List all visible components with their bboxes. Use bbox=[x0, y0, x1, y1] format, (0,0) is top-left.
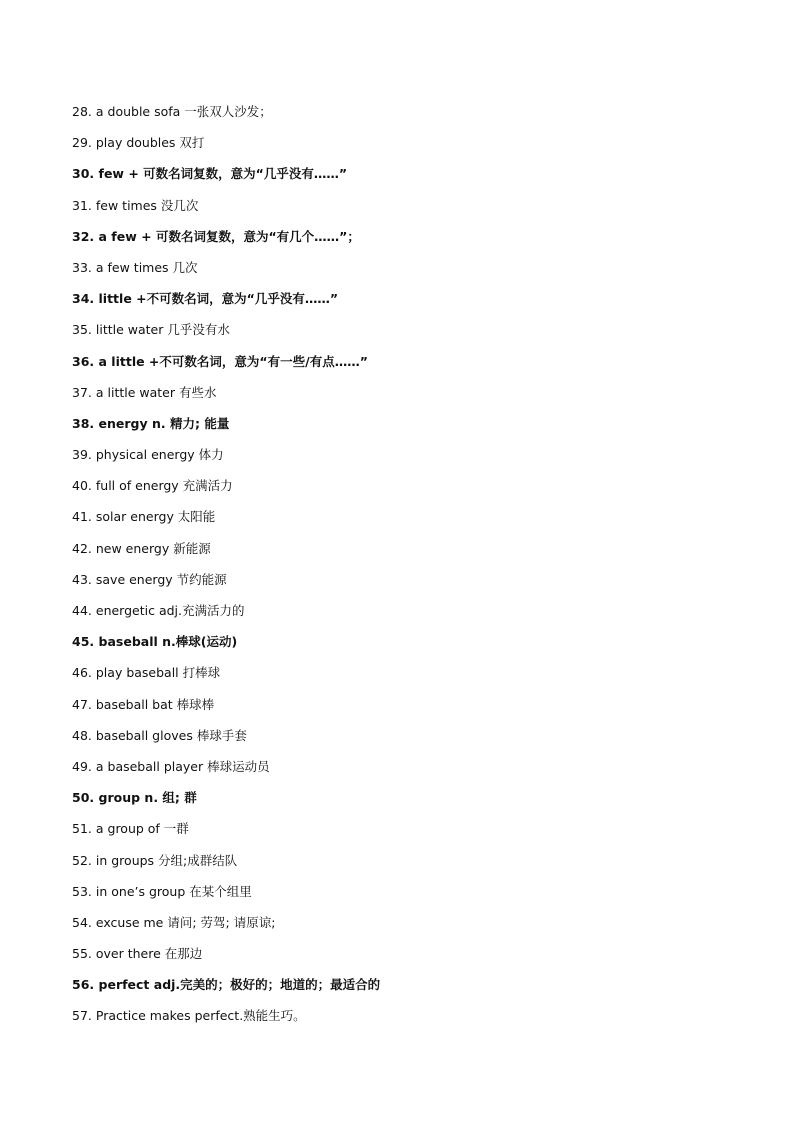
list-item bbox=[72, 603, 752, 634]
item-number: 56. bbox=[72, 977, 95, 993]
item-text: new energy 新能源 bbox=[95, 540, 211, 556]
item-number: 29. bbox=[72, 135, 92, 151]
item-number: 28. bbox=[72, 104, 92, 119]
list-item bbox=[72, 322, 752, 353]
list-item bbox=[72, 416, 752, 447]
item-text: a double sofa 一张双人沙发； bbox=[95, 104, 272, 119]
item-number: 35. bbox=[72, 322, 92, 338]
item-number: 39. bbox=[72, 447, 92, 463]
list-item bbox=[72, 790, 752, 821]
item-number: 51. bbox=[72, 821, 92, 837]
item-text: play doubles 双打 bbox=[95, 135, 205, 151]
item-number: 57. bbox=[72, 1008, 92, 1024]
item-text: energetic adj.充满活力的 bbox=[95, 603, 245, 618]
item-text: little water 几乎没有水 bbox=[95, 322, 230, 338]
item-number: 54. bbox=[72, 914, 92, 930]
item-text: a few times 几次 bbox=[95, 259, 198, 275]
item-number: 33. bbox=[72, 259, 92, 275]
item-number: 31. bbox=[72, 197, 92, 213]
list-item bbox=[72, 198, 752, 229]
list-item bbox=[72, 915, 752, 946]
item-text: perfect adj.完美的；极好的；地道的；最适合的 bbox=[98, 977, 381, 993]
item-number: 40. bbox=[72, 478, 92, 494]
list-item bbox=[72, 478, 752, 509]
item-number: 52. bbox=[72, 852, 92, 868]
item-text: solar energy 太阳能 bbox=[95, 509, 216, 525]
item-number: 48. bbox=[72, 727, 92, 743]
item-number: 34. bbox=[72, 291, 95, 307]
item-text: full of energy 充满活力 bbox=[95, 478, 233, 494]
item-number: 30. bbox=[72, 166, 95, 182]
item-text: a little water 有些水 bbox=[95, 384, 217, 400]
item-text: a baseball player 棒球运动员 bbox=[95, 758, 270, 774]
list-item bbox=[72, 166, 752, 197]
list-item bbox=[72, 946, 752, 977]
list-item bbox=[72, 260, 752, 291]
list-item bbox=[72, 728, 752, 759]
item-number: 38. bbox=[72, 415, 95, 431]
item-number: 43. bbox=[72, 571, 92, 587]
item-number: 53. bbox=[72, 883, 92, 899]
item-text: save energy 节约能源 bbox=[95, 571, 227, 587]
list-item bbox=[72, 697, 752, 728]
list-item bbox=[72, 229, 752, 260]
list-item bbox=[72, 977, 752, 1008]
item-text: play baseball 打棒球 bbox=[95, 665, 221, 681]
item-text: in groups 分组;成群结队 bbox=[95, 852, 238, 868]
list-item bbox=[72, 291, 752, 322]
list-item bbox=[72, 541, 752, 572]
list-item bbox=[72, 634, 752, 665]
list-item bbox=[72, 572, 752, 603]
list-item bbox=[72, 354, 752, 385]
list-item bbox=[72, 821, 752, 852]
item-number: 44. bbox=[72, 603, 92, 618]
list-item bbox=[72, 509, 752, 540]
list-item bbox=[72, 104, 752, 135]
list-item bbox=[72, 385, 752, 416]
list-item bbox=[72, 135, 752, 166]
item-number: 37. bbox=[72, 384, 92, 400]
item-text: baseball n.棒球(运动) bbox=[98, 634, 238, 650]
item-text: in one’s group 在某个组里 bbox=[95, 883, 252, 899]
vocabulary-list bbox=[72, 104, 752, 1040]
list-item bbox=[72, 884, 752, 915]
list-item bbox=[72, 759, 752, 790]
list-item bbox=[72, 1008, 752, 1039]
item-text: Practice makes perfect.熟能生巧。 bbox=[95, 1008, 306, 1024]
list-item bbox=[72, 447, 752, 478]
item-number: 50. bbox=[72, 790, 95, 806]
item-text: a few + 可数名词复数，意为“有几个……”； bbox=[98, 228, 360, 244]
item-text: group n. 组; 群 bbox=[98, 790, 197, 806]
item-number: 49. bbox=[72, 758, 92, 774]
item-number: 42. bbox=[72, 540, 92, 556]
item-text: baseball gloves 棒球手套 bbox=[95, 727, 247, 743]
list-item bbox=[72, 665, 752, 696]
item-text: baseball bat 棒球棒 bbox=[95, 696, 215, 712]
item-text: little +不可数名词，意为“几乎没有……” bbox=[98, 291, 339, 307]
item-number: 55. bbox=[72, 946, 92, 962]
item-number: 46. bbox=[72, 665, 92, 681]
list-item bbox=[72, 853, 752, 884]
item-text: few times 没几次 bbox=[95, 197, 199, 213]
item-text: a little +不可数名词，意为“有一些/有点……” bbox=[98, 353, 368, 369]
item-number: 36. bbox=[72, 353, 95, 369]
item-text: a group of 一群 bbox=[95, 821, 189, 837]
item-text: energy n. 精力; 能量 bbox=[98, 415, 230, 431]
item-number: 41. bbox=[72, 509, 92, 525]
item-text: excuse me 请问; 劳驾; 请原谅; bbox=[95, 914, 276, 930]
item-number: 47. bbox=[72, 696, 92, 712]
item-number: 32. bbox=[72, 228, 95, 244]
item-text: few + 可数名词复数，意为“几乎没有……” bbox=[98, 166, 348, 182]
item-number: 45. bbox=[72, 634, 95, 650]
item-text: over there 在那边 bbox=[95, 946, 203, 962]
item-text: physical energy 体力 bbox=[95, 447, 224, 463]
